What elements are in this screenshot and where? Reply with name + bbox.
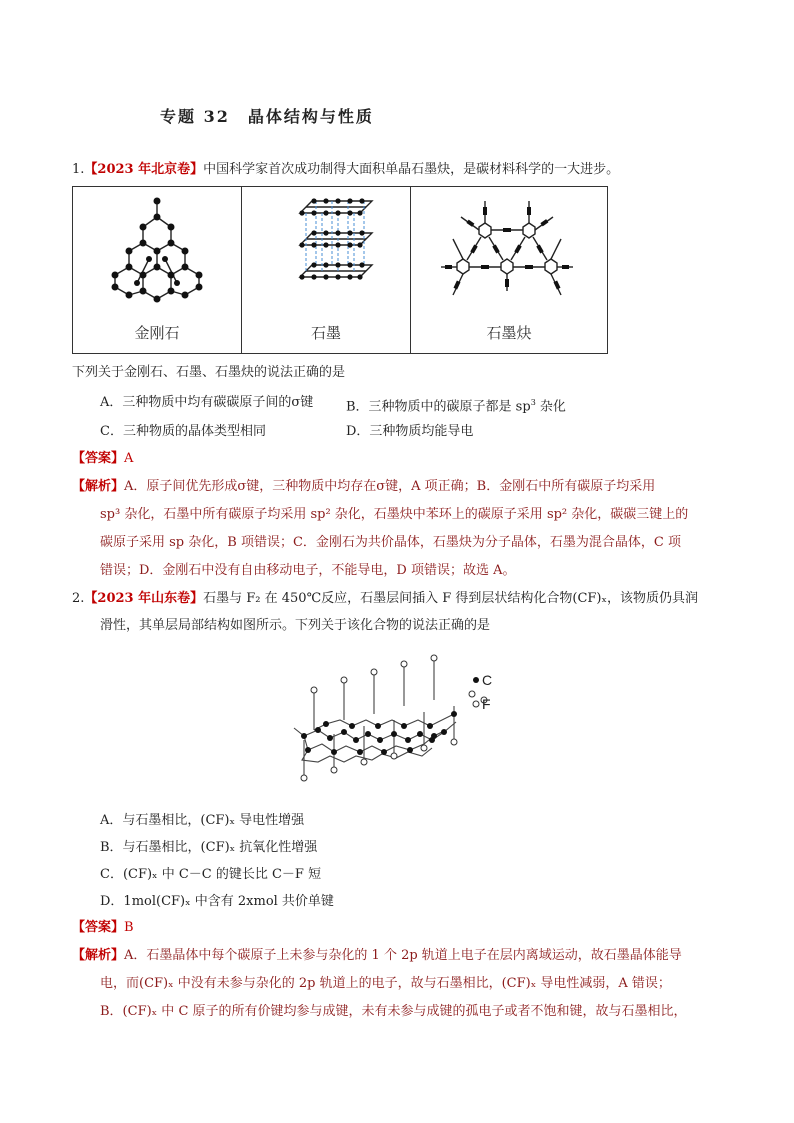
caption-diamond: 金刚石 (134, 324, 180, 342)
q1-analysis-line-3: 碳原子采用 sp 杂化，B 项错误；C．金刚石为共价晶体，石墨炔为分子晶体，石墨为混合晶体，C 项 (100, 535, 681, 550)
q2-number: 2. (72, 591, 85, 606)
legend-carbon-label: C (482, 672, 493, 688)
q1-stem: 中国科学家首次成功制得大面积单晶石墨炔，是碳材料科学的一大进步。 (203, 162, 620, 177)
q2-source: 【2023 年山东卷】 (84, 591, 204, 606)
q1-stem-line (72, 160, 619, 180)
q2-analysis-line-3: B．(CF)ₓ 中 C 原子的所有价键均参与成键，未有未参与成键的孤电子或者不饱和键，故与石墨相比， (100, 1004, 687, 1019)
caption-graphyne: 石墨炔 (486, 324, 532, 342)
legend-fluorine-dot (473, 701, 479, 707)
q1-answer (72, 449, 133, 469)
graphite-structure-icon (242, 187, 410, 317)
figure-diamond (73, 187, 242, 354)
q1-figure-table (72, 186, 608, 354)
q1-analysis-line-2: sp³ 杂化，石墨中所有碳原子均采用 sp² 杂化，石墨炔中苯环上的碳原子采用 sp² 杂化，碳碳三键上的 (100, 507, 689, 522)
q1-analysis-line-4: 错误；D．金刚石中没有自由移动电子，不能导电，D 项错误；故选 A。 (100, 563, 516, 578)
q2-answer-label: 【答案】 (72, 920, 125, 935)
q2-option-a: A．与石墨相比，(CF)ₓ 导电性增强 (100, 813, 305, 828)
caption-graphite: 石墨 (310, 324, 341, 342)
q1-answer-label: 【答案】 (72, 451, 125, 466)
q1-analysis-line-1 (72, 477, 655, 497)
q2-analysis-line-1 (72, 946, 682, 966)
q1-option-b-superscript: 3 (530, 398, 536, 407)
q2-answer (72, 918, 134, 938)
q2-stem-text-1: 石墨与 F₂ 在 450℃反应，石墨层间插入 F 得到层状结构化合物(CF)ₓ，该物质仍具润 (203, 591, 699, 606)
q1-source: 【2023 年北京卷】 (84, 162, 204, 177)
q1-option-b (346, 393, 566, 417)
page-title: 专题 32 晶体结构与性质 (160, 107, 374, 126)
graphyne-structure-icon (411, 187, 607, 317)
q1-answer-value: A (124, 451, 134, 466)
q1-option-d: D．三种物质均能导电 (346, 424, 474, 439)
legend-carbon-dot (473, 677, 479, 683)
q1-option-a: A．三种物质中均有碳碳原子间的σ键 (100, 395, 314, 410)
q1-question: 下列关于金刚石、石墨、石墨炔的说法正确的是 (72, 365, 346, 380)
q1-analysis-label: 【解析】 (72, 479, 125, 494)
q1-number: 1. (72, 162, 85, 177)
q2-stem-line-1 (72, 589, 698, 609)
figure-graphyne (411, 187, 608, 354)
q2-option-b: B．与石墨相比，(CF)ₓ 抗氧化性增强 (100, 840, 318, 855)
q2-stem-line-2: 滑性，其单层局部结构如图所示。下列关于该化合物的说法正确的是 (100, 618, 491, 633)
q1-option-b-text: B．三种物质中的碳原子都是 sp (346, 399, 531, 415)
legend-fluorine-label: F (482, 696, 491, 712)
q1-option-c: C．三种物质的晶体类型相同 (100, 424, 266, 439)
q2-analysis-label: 【解析】 (72, 948, 125, 963)
q1-option-b-suffix: 杂化 (535, 399, 566, 415)
q2-analysis-text-1: A．石墨晶体中每个碳原子上未参与杂化的 1 个 2p 轨道上电子在层内离域运动，故石墨晶体能导 (124, 948, 682, 963)
q2-analysis-line-2: 电，而(CF)ₓ 中没有未参与杂化的 2p 轨道上的电子，故与石墨相比，(CF)ₓ 导电性减弱，A 错误； (100, 976, 671, 991)
q1-analysis-text-1: A．原子间优先形成σ键，三种物质中均存在σ键，A 项正确；B．金刚石中所有碳原子均采用 (124, 479, 656, 494)
q2-option-c: C．(CF)ₓ 中 C－C 的键长比 C－F 短 (100, 867, 322, 882)
q2-answer-value: B (124, 920, 134, 935)
diamond-structure-icon (73, 187, 241, 317)
q2-option-d: D．1mol(CF)ₓ 中含有 2xmol 共价单键 (100, 894, 334, 909)
figure-graphite (242, 187, 411, 354)
